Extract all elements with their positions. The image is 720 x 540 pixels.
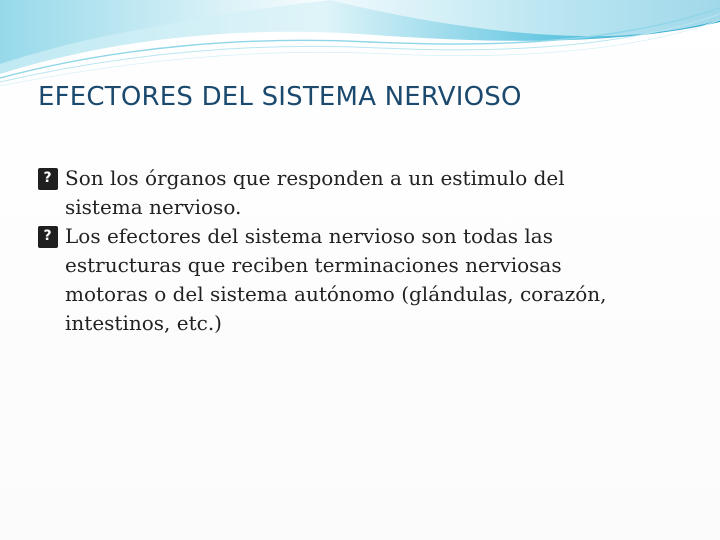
slide-title: EFECTORES DEL SISTEMA NERVIOSO	[38, 82, 522, 112]
unknown-glyph-icon	[38, 226, 58, 248]
unknown-glyph-icon	[38, 168, 58, 190]
bullet-text: Son los órganos que responden a un estimulo del sistema nervioso.	[65, 166, 565, 219]
header-wave-decoration	[0, 0, 720, 90]
bullet-item	[38, 164, 638, 222]
bullet-text: Los efectores del sistema nervioso son todas las estructuras que reciben terminaciones nerviosas motoras o del sistema autónomo (glándulas, corazón, intestinos, etc.)	[65, 224, 607, 335]
bullet-item	[38, 222, 638, 338]
bullet-list	[38, 164, 638, 338]
